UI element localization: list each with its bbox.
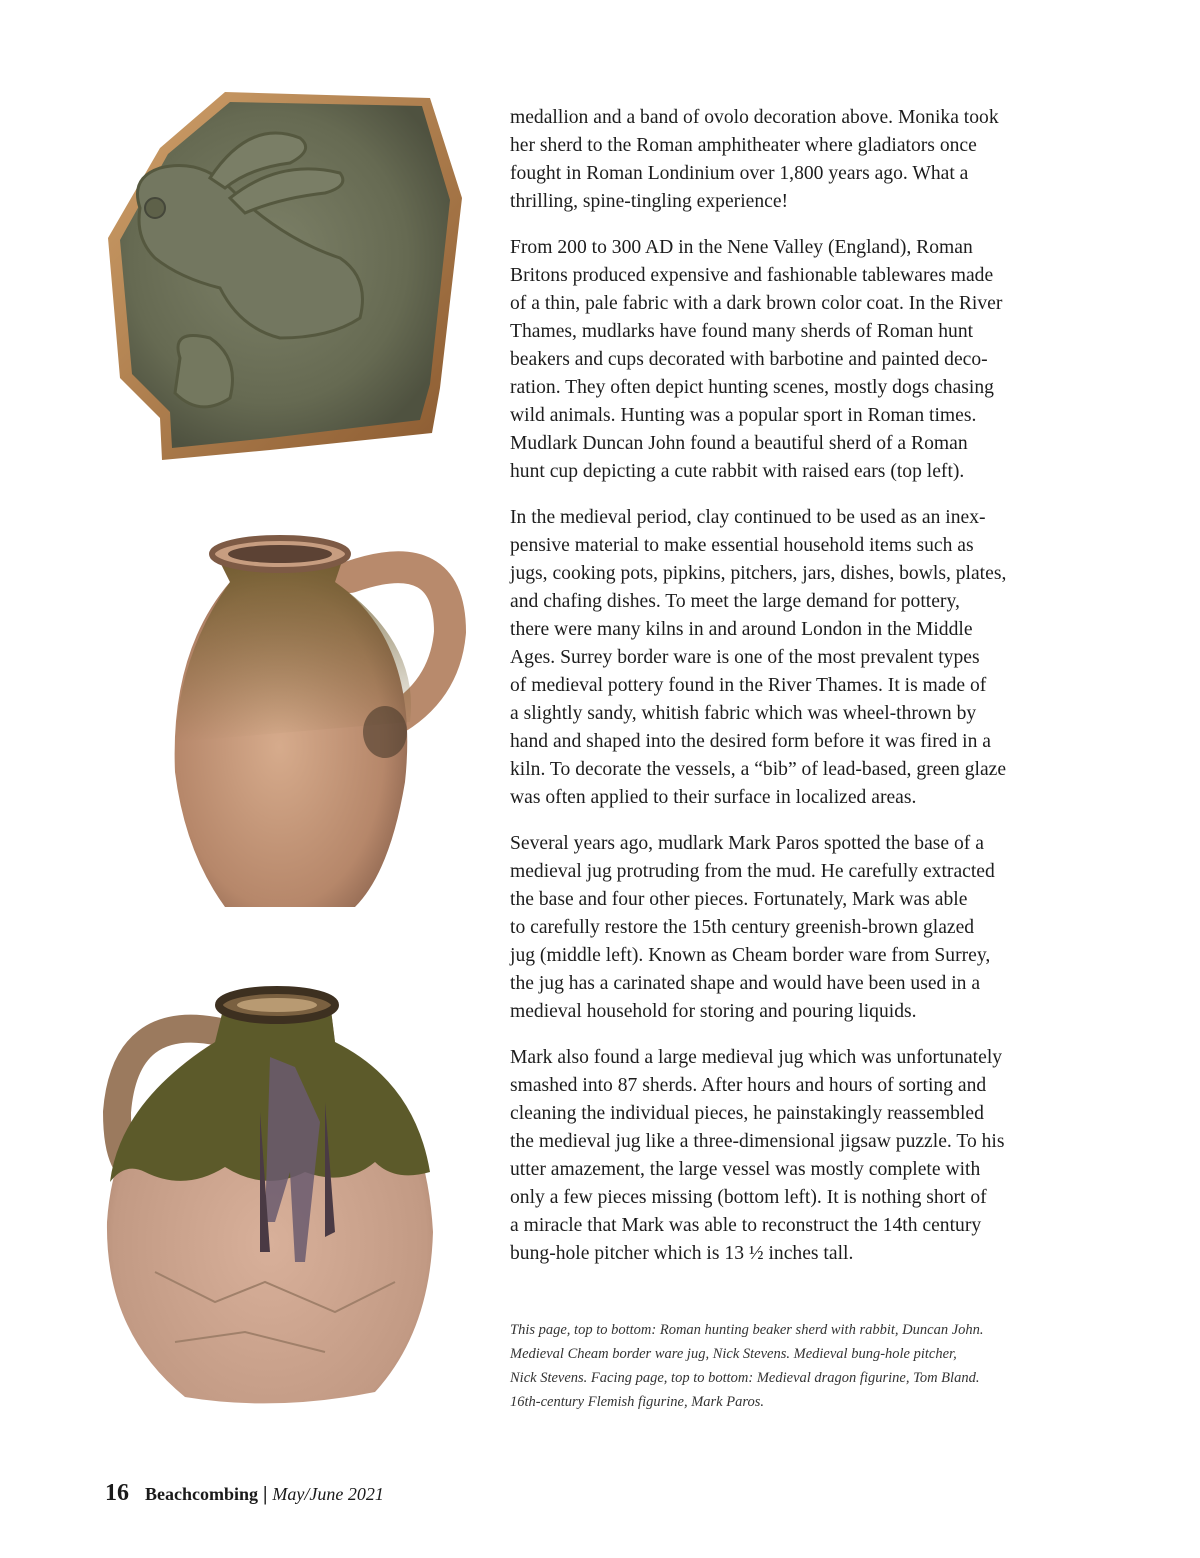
cheam-jug-photo <box>130 522 470 922</box>
paragraph-4: Several years ago, mudlark Mark Paros spotted the base of a medieval jug protruding from the mud. He carefully extracted the base and four other pieces. Fortunately, Mark was able to carefully restore the 15th century greenish-brown glazed jug (middle left). Known as Cheam border ware from Surrey, the jug has a carinated shape and would have been used in a medieval household for storing and pouring liquids. <box>510 833 995 1022</box>
bung-hole-pitcher-photo <box>95 972 445 1412</box>
page-footer <box>105 1480 384 1507</box>
magazine-name: Beachcombing <box>145 1484 259 1504</box>
article-text <box>510 104 1096 1286</box>
jug-body <box>175 538 411 907</box>
rabbit-sherd-photo <box>100 88 480 468</box>
paragraph-5: Mark also found a large medieval jug which was unfortunately smashed into 87 sherds. After hours and hours of sorting and cleaning the individual pieces, he painstakingly reassembled the medieval jug like a three-dimensional jigsaw puzzle. To his utter amazement, the large vessel was mostly complete with only a few pieces missing (bottom left). It is nothing short of a miracle that Mark was able to reconstruct the 14th century bung-hole pitcher which is 13 ½ inches tall. <box>510 1047 1005 1264</box>
paragraph-2: From 200 to 300 AD in the Nene Valley (England), Roman Britons produced expensive and fashionable tablewares made of a thin, pale fabric with a dark brown color coat. In the River Thames, mudlarks have found many sherds of Roman hunt beakers and cups decorated with barbotine and painted deco- ration. They often depict hunting scenes, mostly dogs chasing wild animals. Hunting was a popular sport in Roman times. Mudlark Duncan John found a beautiful sherd of a Roman hunt cup depicting a cute rabbit with raised ears (top left). <box>510 237 1003 482</box>
photo-caption: This page, top to bottom: Roman hunting beaker sherd with rabbit, Duncan John. Medieval Cheam border ware jug, Nick Stevens. Medieval bung-hole pitcher, Nick Stevens. Facing page, top to bottom: Medieval dragon figurine, Tom Bland. 16th-century Flemish figurine, Mark Paros. <box>510 1322 984 1410</box>
page-number: 16 <box>105 1480 129 1506</box>
issue-date: May/June 2021 <box>272 1484 384 1504</box>
paragraph-3: In the medieval period, clay continued to be used as an inex- pensive material to make essential household items such as jugs, cooking pots, pipkins, pitchers, jars, dishes, bowls, plates, and chafing dishes. To meet the large demand for pottery, there were many kilns in and around London in the Middle Ages. Surrey border ware is one of the most prevalent types of medieval pottery found in the River Thames. It is made of a slightly sandy, whitish fabric which was wheel-thrown by hand and shaped into the desired form before it was fired in a kiln. To decorate the vessels, a “bib” of lead-based, green glaze was often applied to their surface in localized areas. <box>510 507 1007 808</box>
paragraph-1: medallion and a band of ovolo decoration above. Monika took her sherd to the Roman amphitheater where gladiators once fought in Roman Londinium over 1,800 years ago. What a thrilling, spine-tingling experience! <box>510 107 999 212</box>
footer-separator: | <box>263 1483 268 1505</box>
